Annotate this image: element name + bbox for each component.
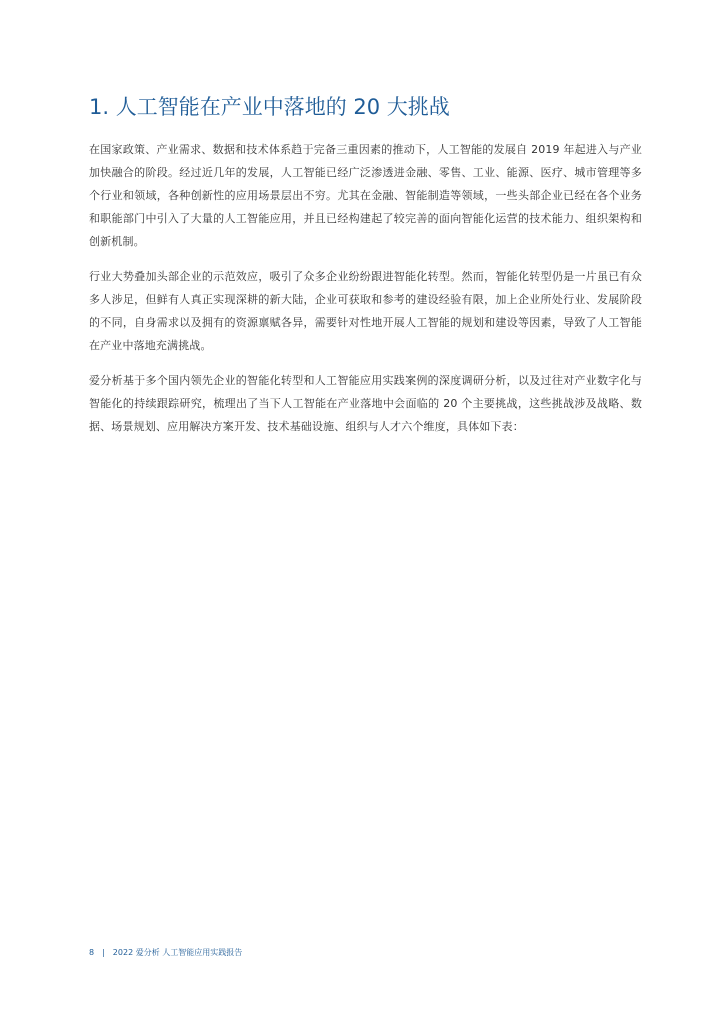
- paragraph-1: 在国家政策、产业需求、数据和技术体系趋于完备三重因素的推动下，人工智能的发展自 2019 年起进入与产业加快融合的阶段。经过近几年的发展，人工智能已经广泛渗透进金融、零售、工业、能源、医疗、城市管理等多个行业和领域，各种创新性的应用场景层出不穷。尤其在金融、智能制造等领域，一些头部企业已经在各个业务和职能部门中引入了大量的人工智能应用，并且已经构建起了较完善的面向智能化运营的技术能力、组织架构和创新机制。: [89, 143, 642, 248]
- paragraph-2: 行业大势叠加头部企业的示范效应，吸引了众多企业纷纷跟进智能化转型。然而，智能化转型仍是一片虽已有众多人涉足，但鲜有人真正实现深耕的新大陆，企业可获取和参考的建设经验有限，加上企业所处行业、发展阶段的不同，自身需求以及拥有的资源禀赋各异，需要针对性地开展人工智能的规划和建设等因素，导致了人工智能在产业中落地充满挑战。: [89, 270, 642, 352]
- page-footer: [89, 947, 242, 959]
- section-title: 1. 人工智能在产业中落地的 20 大挑战: [89, 95, 450, 119]
- paragraph-3: 爱分析基于多个国内领先企业的智能化转型和人工智能应用实践案例的深度调研分析，以及过往对产业数字化与智能化的持续跟踪研究，梳理出了当下人工智能在产业落地中会面临的 20 个主要挑战，这些挑战涉及战略、数据、场景规划、应用解决方案开发、技术基础设施、组织与人才六个维度，具体如下表：: [89, 374, 642, 433]
- footer-separator: |: [102, 948, 105, 957]
- report-name: 2022 爱分析 人工智能应用实践报告: [112, 948, 243, 957]
- body-text: [89, 138, 642, 450]
- page-number: 8: [89, 948, 95, 957]
